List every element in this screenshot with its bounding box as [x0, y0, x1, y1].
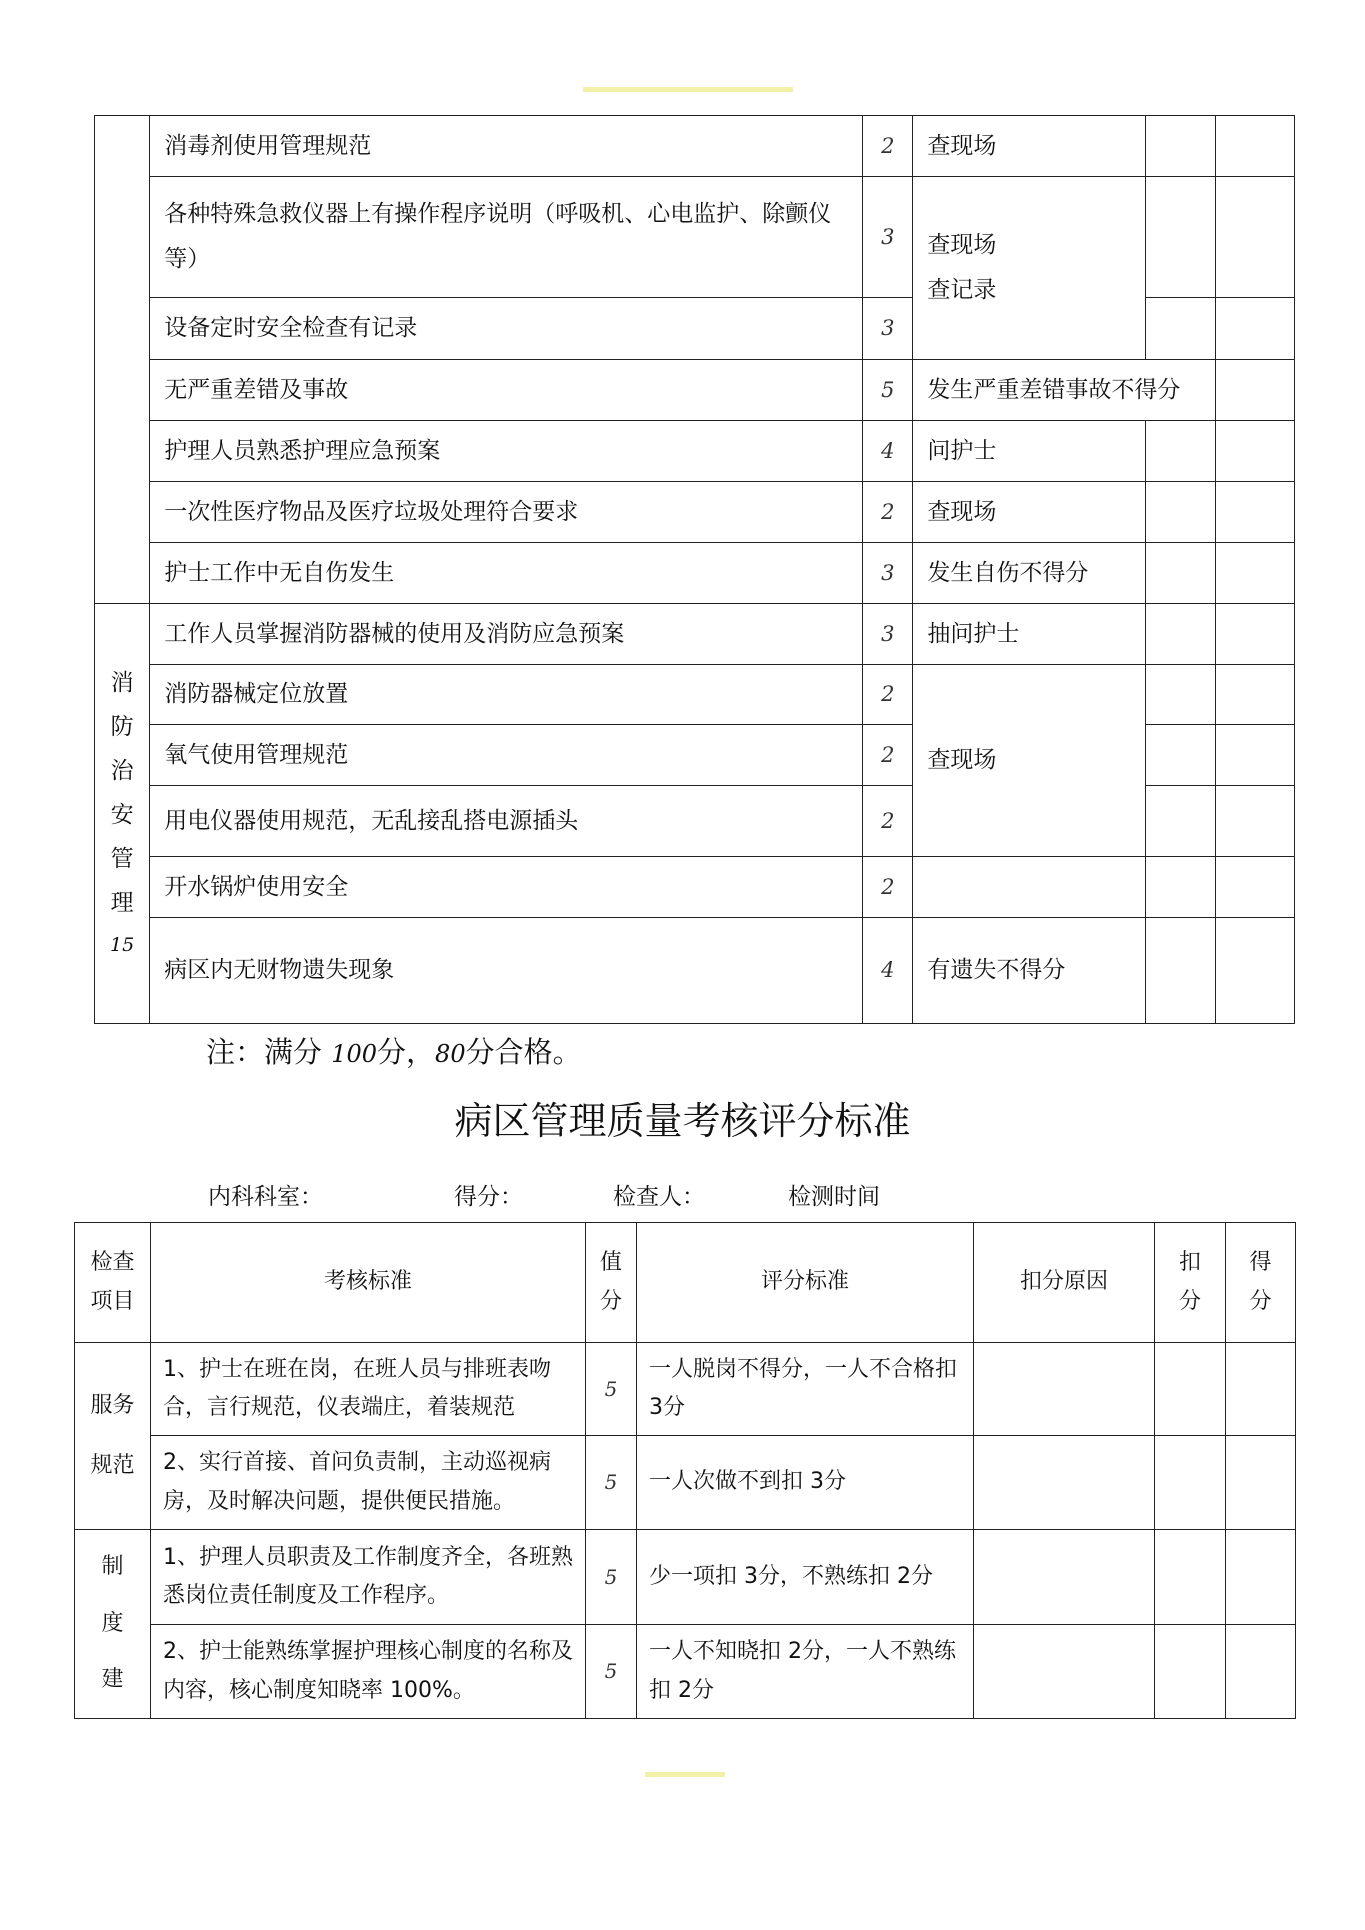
- header-line: [583, 87, 793, 92]
- table-top: [94, 115, 1295, 1024]
- item-cell: 护士工作中无自伤发生: [150, 543, 863, 604]
- header-standard: 考核标准: [151, 1223, 586, 1343]
- category-system: 制 度 建: [75, 1530, 151, 1719]
- score-label: 得分：: [454, 1184, 523, 1210]
- table-header-row: [75, 1223, 1296, 1343]
- table-row: [95, 604, 1295, 665]
- footer-line: [645, 1772, 725, 1777]
- method-cell: 发生自伤不得分: [913, 543, 1146, 604]
- scoring-cell: 一人次做不到扣 3分: [637, 1436, 974, 1530]
- item-cell: 消防器械定位放置: [150, 665, 863, 725]
- table-row: [95, 360, 1295, 421]
- item-cell: 各种特殊急救仪器上有操作程序说明（呼吸机、心电监护、除颤仪等）: [150, 177, 863, 298]
- value-cell: 3: [863, 177, 913, 298]
- item-cell: 病区内无财物遗失现象: [150, 918, 863, 1024]
- standard-cell: 1、护士在班在岗，在班人员与排班表吻合，言行规范，仪表端庄，着装规范: [151, 1343, 586, 1436]
- header-reason: 扣分原因: [974, 1223, 1155, 1343]
- header-deduct: 扣 分: [1155, 1223, 1226, 1343]
- value-cell: 4: [863, 421, 913, 482]
- scoring-cell: 少一项扣 3分，不熟练扣 2分: [637, 1530, 974, 1625]
- table-row: [75, 1343, 1296, 1436]
- table-row: [95, 421, 1295, 482]
- table-row: [95, 482, 1295, 543]
- table-row: [95, 665, 1295, 725]
- table-row: [95, 116, 1295, 177]
- table-row: [75, 1625, 1296, 1719]
- item-cell: 用电仪器使用规范，无乱接乱搭电源插头: [150, 786, 863, 857]
- method-cell: 抽问护士: [913, 604, 1146, 665]
- method-cell: 发生严重差错事故不得分: [913, 360, 1215, 421]
- scoring-cell: 一人不知晓扣 2分，一人不熟练扣 2分: [637, 1625, 974, 1719]
- value-cell: 2: [863, 786, 913, 857]
- method-line: 查现场: [927, 232, 997, 259]
- table-row: [95, 918, 1295, 1024]
- header-scoring: 评分标准: [637, 1223, 974, 1343]
- item-cell: 氧气使用管理规范: [150, 725, 863, 786]
- table-row: [95, 543, 1295, 604]
- value-cell: 3: [863, 298, 913, 360]
- value-cell: 2: [863, 725, 913, 786]
- inspector-label: 检查人：: [613, 1184, 705, 1210]
- header-value: 值 分: [586, 1223, 637, 1343]
- value-cell: 2: [863, 857, 913, 918]
- table-scoring: [74, 1222, 1296, 1719]
- method-cell: 查现场: [913, 665, 1146, 857]
- value-cell: 2: [863, 665, 913, 725]
- value-cell: 2: [863, 482, 913, 543]
- table-row: [75, 1436, 1296, 1530]
- method-cell: 有遗失不得分: [913, 918, 1146, 1024]
- value-cell: 3: [863, 604, 913, 665]
- standard-cell: 2、护士能熟练掌握护理核心制度的名称及内容，核心制度知晓率 100%。: [151, 1625, 586, 1719]
- value-cell: 5: [586, 1530, 637, 1625]
- value-cell: 5: [863, 360, 913, 421]
- table-row: [95, 857, 1295, 918]
- item-cell: 护理人员熟悉护理应急预案: [150, 421, 863, 482]
- item-cell: 一次性医疗物品及医疗垃圾处理符合要求: [150, 482, 863, 543]
- method-cell: 查现场: [913, 116, 1146, 177]
- value-cell: 2: [863, 116, 913, 177]
- method-cell: 问护士: [913, 421, 1146, 482]
- category-service: 服务 规范: [75, 1343, 151, 1530]
- method-line: 查记录: [927, 277, 997, 303]
- value-cell: 5: [586, 1436, 637, 1530]
- item-cell: 设备定时安全检查有记录: [150, 298, 863, 360]
- category-fire-safety: 消 防 治 安 管 理 15: [95, 604, 150, 1024]
- item-cell: 开水锅炉使用安全: [150, 857, 863, 918]
- method-cell: [913, 857, 1146, 918]
- standard-cell: 2、实行首接、首问负责制，主动巡视病房，及时解决问题，提供便民措施。: [151, 1436, 586, 1530]
- header-got: 得 分: [1226, 1223, 1296, 1343]
- method-cell: 查现场: [913, 482, 1146, 543]
- header-check-item: 检查 项目: [75, 1223, 151, 1343]
- value-cell: 3: [863, 543, 913, 604]
- standard-cell: 1、护理人员职责及工作制度齐全，各班熟悉岗位责任制度及工作程序。: [151, 1530, 586, 1625]
- method-cell: [913, 177, 1146, 360]
- value-cell: 5: [586, 1343, 637, 1436]
- category-cell-blank: [95, 116, 150, 604]
- item-cell: 无严重差错及事故: [150, 360, 863, 421]
- table-row: [75, 1530, 1296, 1625]
- score-note: 注：满分 100分，80分合格。: [206, 1035, 582, 1069]
- value-cell: 4: [863, 918, 913, 1024]
- scoring-cell: 一人脱岗不得分，一人不合格扣 3分: [637, 1343, 974, 1436]
- dept-label: 内科科室：: [208, 1184, 323, 1210]
- time-label: 检测时间: [788, 1184, 880, 1210]
- table-row: [95, 177, 1295, 298]
- item-cell: 工作人员掌握消防器械的使用及消防应急预案: [150, 604, 863, 665]
- page-title: 病区管理质量考核评分标准: [454, 1099, 911, 1143]
- value-cell: 5: [586, 1625, 637, 1719]
- item-cell: 消毒剂使用管理规范: [150, 116, 863, 177]
